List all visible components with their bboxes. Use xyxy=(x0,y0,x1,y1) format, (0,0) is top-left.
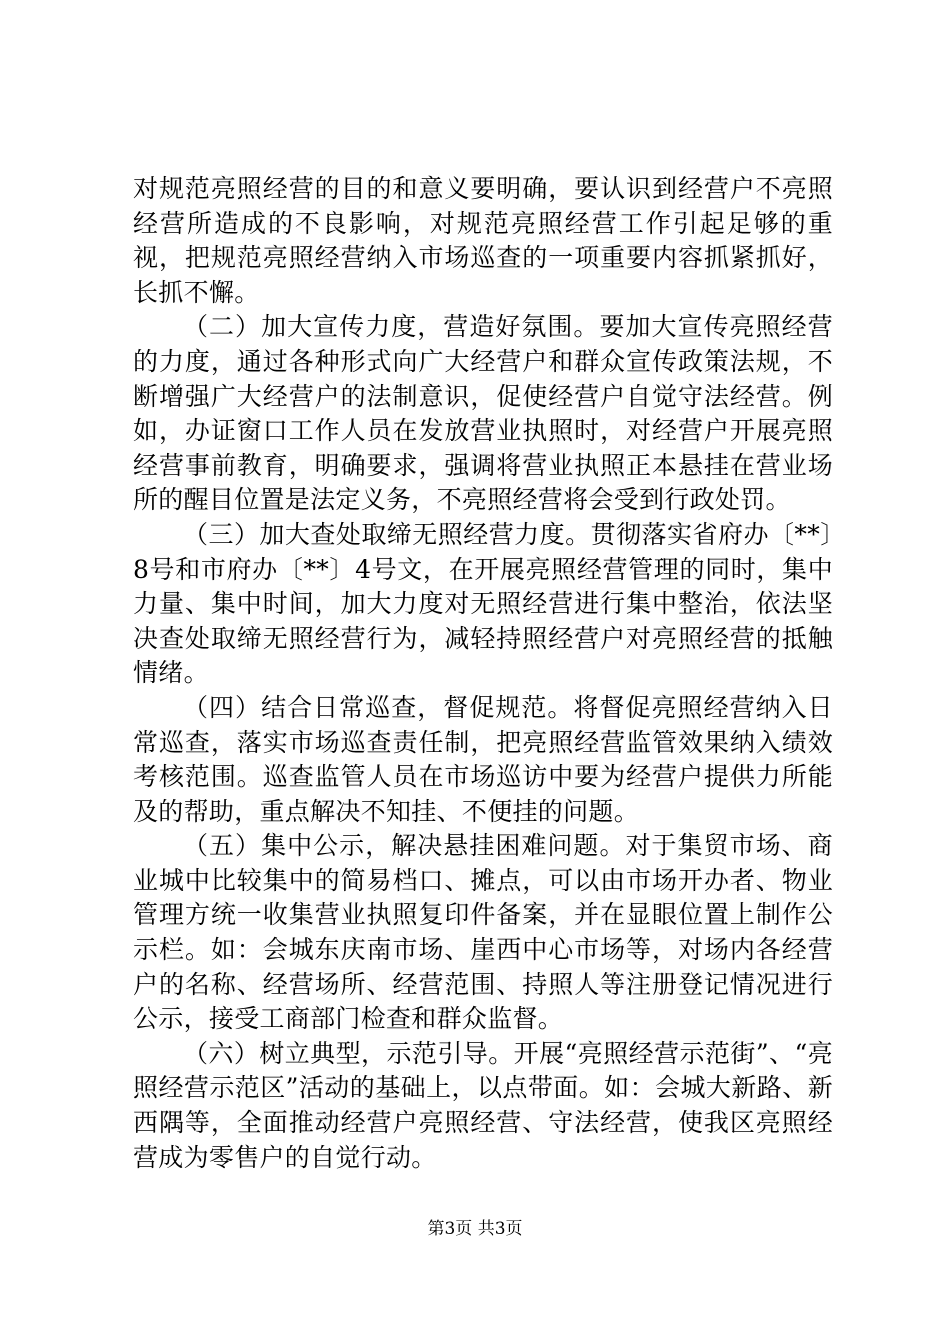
page-footer: 第3页 共3页 xyxy=(427,1219,523,1239)
document-body xyxy=(133,172,833,1175)
paragraph-section-3: （三）加大查处取缔无照经营力度。贯彻落实省府办〔**〕8号和市府办〔**〕4号文，在开展亮照经营管理的同时，集中力量、集中时间，加大力度对无照经营进行集中整治，依法坚决查处取缔无照经营行为，减轻持照经营户对亮照经营的抵触情绪。 xyxy=(133,519,833,688)
paragraph-section-2: （二）加大宣传力度，营造好氛围。要加大宣传亮照经营的力度，通过各种形式向广大经营户和群众宣传政策法规，不断增强广大经营户的法制意识，促使经营户自觉守法经营。例如，办证窗口工作人员在发放营业执照时，对经营户开展亮照经营事前教育，明确要求，强调将营业执照正本悬挂在营业场所的醒目位置是法定义务，不亮照经营将会受到行政处罚。 xyxy=(133,312,833,515)
paragraph-continuation: 对规范亮照经营的目的和意义要明确，要认识到经营户不亮照经营所造成的不良影响，对规范亮照经营工作引起足够的重视，把规范亮照经营纳入市场巡查的一项重要内容抓紧抓好，长抓不懈。 xyxy=(133,174,833,307)
paragraph-section-6: （六）树立典型，示范引导。开展“亮照经营示范街”、“亮照经营示范区”活动的基础上，以点带面。如：会城大新路、新西隅等，全面推动经营户亮照经营、守法经营，使我区亮照经营成为零售户的自觉行动。 xyxy=(133,1038,833,1172)
paragraph-section-5: （五）集中公示，解决悬挂困难问题。对于集贸市场、商业城中比较集中的简易档口、摊点，可以由市场开办者、物业管理方统一收集营业执照复印件备案，并在显眼位置上制作公示栏。如：会城东庆南市场、崖西中心市场等，对场内各经营户的名称、经营场所、经营范围、持照人等注册登记情况进行公示，接受工商部门检查和群众监督。 xyxy=(133,831,833,1034)
paragraph-section-4: （四）结合日常巡查，督促规范。将督促亮照经营纳入日常巡查，落实市场巡查责任制，把亮照经营监管效果纳入绩效考核范围。巡查监管人员在市场巡访中要为经营户提供力所能及的帮助，重点解决不知挂、不便挂的问题。 xyxy=(133,692,833,826)
